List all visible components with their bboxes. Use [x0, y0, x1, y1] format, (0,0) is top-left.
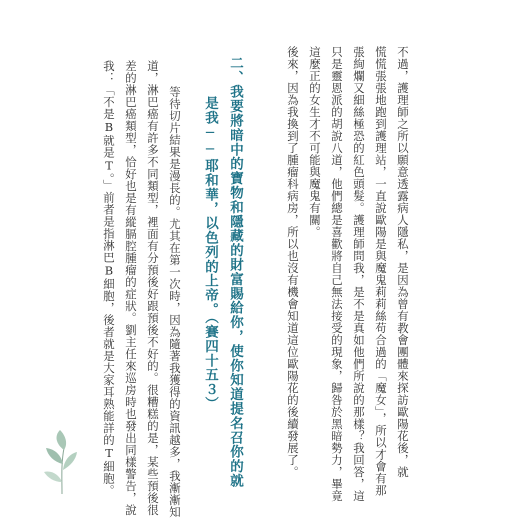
paragraph-column: 張絢爛又細絲極恐的紅色頭髮。護理師問我，是不是真如他們所說的那樣？我回答，這	[352, 46, 366, 502]
paragraph-column: 只是靈恩派的胡說八道，他們總是喜歡將自己無法接受的現象，歸咎於黑暗勢力，畢竟	[330, 46, 344, 502]
paragraph-column: 這麼正的女生才不可能與魔鬼有關。	[308, 46, 322, 238]
paragraph-column: 道，淋巴癌有許多不同類型，裡面有分預後好跟預後不好的。很糟糕的是，某些預後很	[146, 60, 160, 516]
paragraph-column: 慌慌張張地跑到護理站，一直說歐陽是與魔鬼莉莉絲苟合過的「魔女」，所以才會有那	[374, 46, 388, 497]
section-heading-line: 是我──耶和華，以色列的上帝。（賽四十五３）	[202, 96, 218, 412]
paragraph-column: 差的淋巴癌類型，恰好也是有縱膈腔腫瘤的症狀。劉主任來巡房時也發出同樣警告，說	[124, 60, 138, 516]
paragraph-column: 等待切片結果是漫長的。尤其在第一次時，因為隨著我獲得的資訊越多，我漸漸知	[168, 86, 182, 518]
section-heading-line: 二、我要將暗中的寶物和隱藏的財富賜給你，使你知道提名召你的就	[227, 56, 243, 488]
paragraph-column: 不過，護理師之所以願意透露病人隱私，是因為曾有教會團體來探訪歐陽花後，就	[396, 46, 410, 478]
paragraph-column: 我：「不是B就是T。」前者是指淋巴B細胞，後者就是大家耳熟能詳的T細胞。	[102, 60, 116, 497]
paragraph-column: 後來，因為我換到了腫瘤科病房，所以也沒有機會知道這位歐陽花的後續發展了。	[286, 46, 300, 478]
leaf-sprig-icon	[44, 430, 78, 494]
